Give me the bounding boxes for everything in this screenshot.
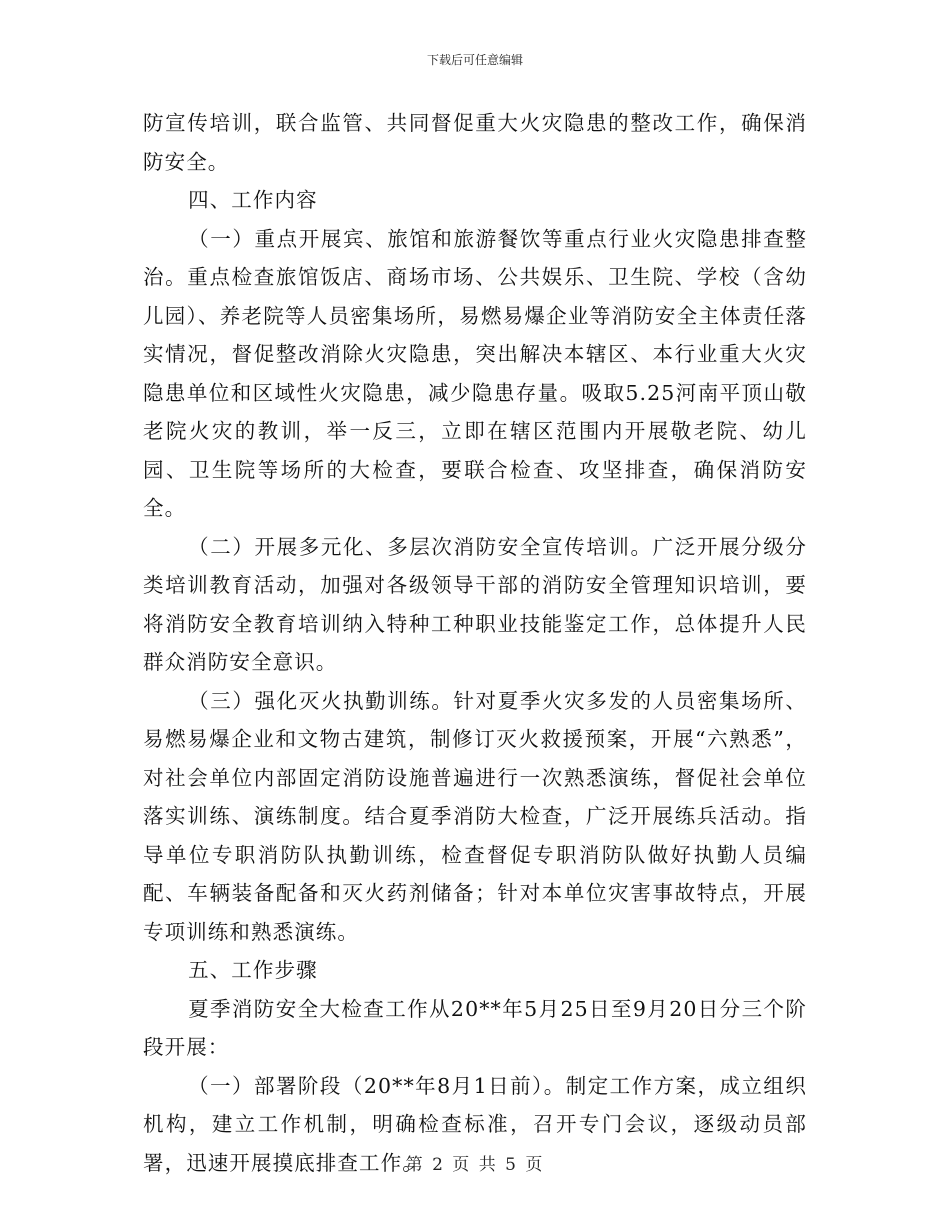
section-heading-work-steps: 五、工作步骤 [188,958,318,982]
section-heading-work-content: 四、工作内容 [188,188,318,212]
paragraph-item-3: （三）强化灭火执勤训练。针对夏季火灾多发的人员密集场所、易燃易爆企业和文物古建筑，制修订灭火救援预案，开展“六熟悉”，对社会单位内部固定消防设施普遍进行一次熟悉演练，督促社会单位落实训练、演练制度。结合夏季消防大检查，广泛开展练兵活动。指导单位专职消防队执勤训练，检查督促专职消防队做好执勤人员编配、车辆装备配备和灭火药剂储备；针对本单位灾害事故特点，开展专项训练和熟悉演练。 [143,688,807,944]
page-number: 第 2 页 共 5 页 [405,1155,545,1175]
paragraph-continuation: 防宣传培训，联合监管、共同督促重大火灾隐患的整改工作，确保消防安全。 [143,111,807,174]
document-body [143,104,807,1182]
paragraph-step-1: （一）部署阶段（20**年8月1日前）。制定工作方案，成立组织机构，建立工作机制，明确检查标准，召开专门会议，逐级动员部署，迅速开展摸底排查工作。 [143,1073,807,1175]
page-header: 下载后可任意编辑 [426,53,523,67]
paragraph-item-1: （一）重点开展宾、旅馆和旅游餐饮等重点行业火灾隐患排查整治。重点检查旅馆饭店、商场市场、公共娱乐、卫生院、学校（含幼儿园）、养老院等人员密集场所，易燃易爆企业等消防安全主体责任落实情况，督促整改消除火灾隐患，突出解决本辖区、本行业重大火灾隐患单位和区域性火灾隐患，减少隐患存量。吸取5.25河南平顶山敬老院火灾的教训，举一反三，立即在辖区范围内开展敬老院、幼儿园、卫生院等场所的大检查，要联合检查、攻坚排查，确保消防安全。 [143,226,807,520]
paragraph-steps-intro: 夏季消防安全大检查工作从20**年5月25日至9月20日分三个阶段开展： [143,996,807,1059]
paragraph-item-2: （二）开展多元化、多层次消防安全宣传培训。广泛开展分级分类培训教育活动，加强对各级领导干部的消防安全管理知识培训，要将消防安全教育培训纳入特种工种职业技能鉴定工作，总体提升人民群众消防安全意识。 [143,534,807,674]
